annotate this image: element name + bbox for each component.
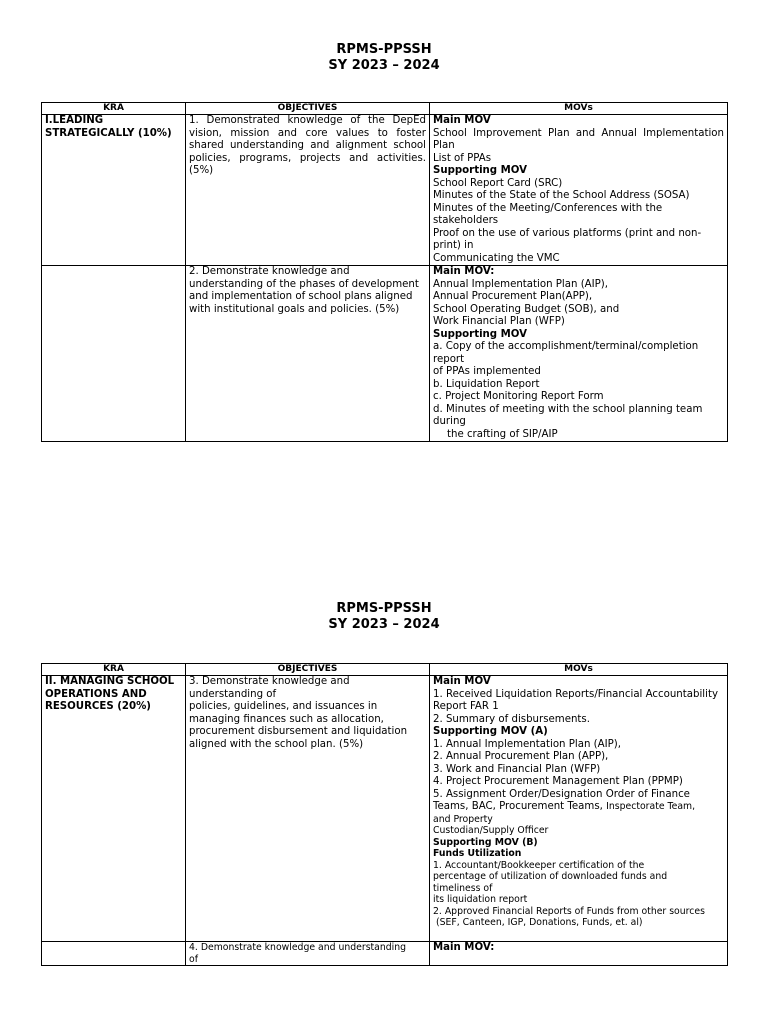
movs-cell xyxy=(430,266,728,442)
kra-cell-empty xyxy=(42,942,186,966)
document-title: RPMS-PPSSH xyxy=(336,42,432,57)
mov-heading: Supporting MOV xyxy=(433,328,528,340)
mov-item: the crafting of SIP/AIP xyxy=(447,428,558,440)
mov-item: b. Liquidation Report xyxy=(433,378,540,390)
mov-item: Report FAR 1 xyxy=(433,701,499,712)
mov-item: percentage of utilization of downloaded funds and xyxy=(433,871,668,882)
movs-cell xyxy=(430,942,728,966)
mov-item-part: Inspectorate Team, xyxy=(606,801,696,812)
mov-item: Minutes of the State of the School Address (SOSA) xyxy=(433,190,690,201)
mov-heading: Supporting MOV (A) xyxy=(433,726,548,737)
objective-cell xyxy=(186,942,430,966)
mov-item: (SEF, Canteen, IGP, Donations, Funds, et. al) xyxy=(436,917,643,928)
objective-cell: 1. Demonstrated knowledge of the DepEd vision, mission and core values to foster shared understanding and alignment school policies, programs, projects and activities. (5%) xyxy=(186,115,430,266)
objective-line: of xyxy=(189,953,198,965)
document-title: RPMS-PPSSH xyxy=(336,601,432,616)
mov-heading: Main MOV: xyxy=(433,942,495,953)
objective-line: aligned with the school plan. (5%) xyxy=(189,738,364,750)
objective-line: understanding of xyxy=(189,688,277,700)
kra-cell-empty xyxy=(42,266,186,442)
school-year: SY 2023 – 2024 xyxy=(328,58,440,73)
mov-item: 5. Assignment Order/Designation Order of Finance xyxy=(433,788,690,800)
mov-item: Work Financial Plan (WFP) xyxy=(433,316,565,327)
mov-item: its liquidation report xyxy=(433,894,528,905)
kra-table-2 xyxy=(41,663,728,966)
mov-item: Custodian/Supply Officer xyxy=(433,825,549,836)
table-row xyxy=(42,115,728,266)
table-row xyxy=(42,942,728,966)
mov-item: 1. Received Liquidation Reports/Financial Accountability xyxy=(433,688,718,700)
mov-item: c. Project Monitoring Report Form xyxy=(433,391,604,402)
mov-item: 2. Annual Procurement Plan (APP), xyxy=(433,751,609,762)
mov-item: 2. Approved Financial Reports of Funds from other sources xyxy=(433,905,705,917)
mov-item: 2. Summary of disbursements. xyxy=(433,713,590,725)
mov-item: Minutes of the Meeting/Conferences with the stakeholders xyxy=(433,202,663,226)
mov-item-part: Teams, BAC, Procurement Teams, xyxy=(433,801,603,812)
mov-item: School Report Card (SRC) xyxy=(433,177,563,189)
mov-item: List of PPAs xyxy=(433,152,492,164)
movs-header: MOVs xyxy=(430,103,728,115)
objectives-header: OBJECTIVES xyxy=(186,664,430,676)
kra-cell: II. MANAGING SCHOOL OPERATIONS AND RESOURCES (20%) xyxy=(42,676,186,942)
objective-line: policies, guidelines, and issuances in xyxy=(189,701,378,712)
movs-header: MOVs xyxy=(430,664,728,676)
kra-table-1 xyxy=(41,102,728,442)
mov-item: a. Copy of the accomplishment/terminal/completion report xyxy=(433,341,699,365)
mov-item: d. Minutes of meeting with the school planning team during xyxy=(433,403,703,427)
school-year: SY 2023 – 2024 xyxy=(328,617,440,632)
table-header-row xyxy=(42,664,728,676)
table-row xyxy=(42,676,728,942)
mov-heading: Supporting MOV (B) xyxy=(433,836,538,848)
mov-item: and Property xyxy=(433,813,493,825)
mov-item: Communicating the VMC xyxy=(433,252,560,264)
mov-item: 4. Project Procurement Management Plan (PPMP) xyxy=(433,776,683,787)
movs-cell xyxy=(430,115,728,266)
mov-item: Annual Implementation Plan (AIP), xyxy=(433,278,608,290)
objective-line: procurement disbursement and liquidation xyxy=(189,726,408,737)
objectives-header: OBJECTIVES xyxy=(186,103,430,115)
objective-cell: 2. Demonstrate knowledge and understanding of the phases of development and implementation of school plans aligned with institutional goals and policies. (5%) xyxy=(186,266,430,442)
table-header-row xyxy=(42,103,728,115)
mov-item: Annual Procurement Plan(APP), xyxy=(433,291,593,302)
mov-item: 1. Annual Implementation Plan (AIP), xyxy=(433,738,621,750)
mov-item: Proof on the use of various platforms (print and non-print) in xyxy=(433,227,702,251)
mov-heading: Main MOV: xyxy=(433,266,495,277)
objective-line: managing finances such as allocation, xyxy=(189,713,384,725)
table-row xyxy=(42,266,728,442)
movs-cell xyxy=(430,676,728,942)
mov-item: School Improvement Plan and Annual Implementation Plan xyxy=(433,127,724,151)
kra-cell: I.LEADING STRATEGICALLY (10%) xyxy=(42,115,186,266)
mov-item: timeliness of xyxy=(433,882,493,894)
mov-item: School Operating Budget (SOB), and xyxy=(433,303,620,315)
mov-item: 3. Work and Financial Plan (WFP) xyxy=(433,763,601,775)
objective-cell xyxy=(186,676,430,942)
mov-heading: Main MOV xyxy=(433,676,491,687)
mov-item xyxy=(433,801,724,814)
objective-line: 4. Demonstrate knowledge and understanding xyxy=(189,942,407,953)
mov-heading: Main MOV xyxy=(433,115,491,126)
mov-subheading: Funds Utilization xyxy=(433,848,522,859)
mov-item: 1. Accountant/Bookkeeper certification of the xyxy=(433,859,645,871)
mov-heading: Supporting MOV xyxy=(433,165,528,176)
kra-header: KRA xyxy=(42,664,186,676)
kra-header: KRA xyxy=(42,103,186,115)
mov-item: of PPAs implemented xyxy=(433,366,541,377)
objective-line: 3. Demonstrate knowledge and xyxy=(189,676,350,687)
